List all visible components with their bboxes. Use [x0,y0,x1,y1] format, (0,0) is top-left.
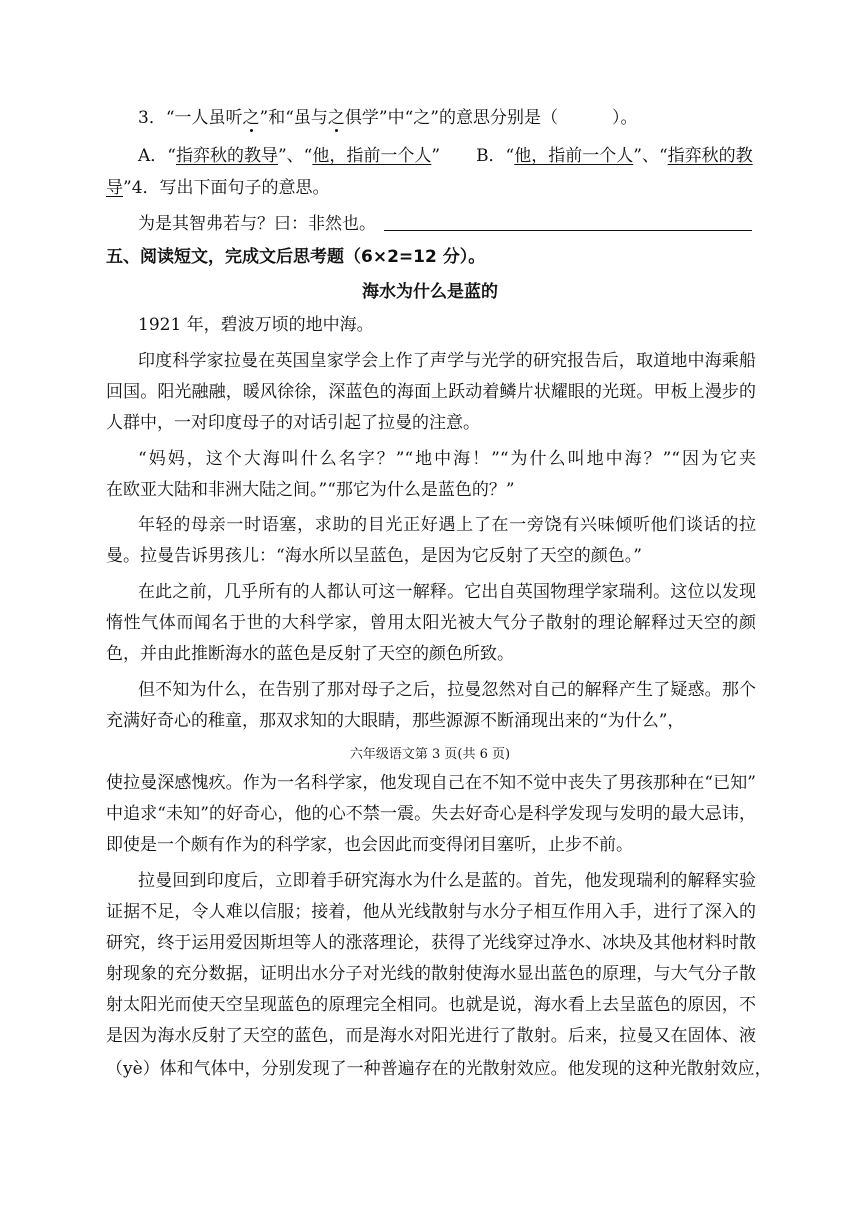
option-b-second: 指弈秋的教 [667,146,753,166]
q3-emphasized-char-2: 之 [327,108,345,128]
passage-line: 1921 年，碧波万顷的地中海。 [138,315,374,335]
question-3 [138,107,637,129]
passage-line: （yè）体和气体中，分别发现了一种普遍存在的光散射效应。他发现的这种光散射效应， [106,1059,772,1079]
q4-answer-line[interactable] [384,230,752,231]
passage-line: 回国。阳光融融，暖风徐徐，深蓝色的海面上跃动着鳞片状耀眼的光斑。甲板上漫步的 [106,382,756,402]
section-5-heading: 五、阅读短文，完成文后思考题（6×2=12 分）。 [106,247,486,267]
option-a-prefix: A．“ [138,146,176,166]
q3-options-continuation [106,177,330,199]
option-a[interactable] [138,146,440,166]
q3-part2: ”和“虽与 [259,108,328,128]
option-b-mid: ”、“ [633,146,668,166]
passage-line: 惰性气体而闻名于世的大科学家，曾用太阳光被大气分子散射的理论解释过天空的颜 [106,613,756,633]
option-a-suffix: ” [431,146,441,166]
option-b-second-continued: 导 [106,178,123,198]
q3-options-line [138,145,753,167]
option-b-suffix: ” [123,178,132,198]
passage-line: 但不知为什么，在告别了那对母子之后，拉曼忽然对自己的解释产生了疑惑。那个 [138,680,756,700]
passage-line: 印度科学家拉曼在英国皇家学会上作了声学与光学的研究报告后，取道地中海乘船 [138,351,756,371]
passage-line: 人群中，一对印度母子的对话引起了拉曼的注意。 [106,413,480,433]
passage-line: 中追求“未知”的好奇心，他的心不禁一震。失去好奇心是科学发现与发明的最大忌讳， [106,804,756,824]
option-b[interactable] [476,146,753,166]
passage-line: 射太阳光而使天空呈现蓝色的原理完全相同。也就是说，海水看上去呈蓝色的原因，不 [106,995,756,1015]
passage-line: “妈妈，这个大海叫什么名字？”“地中海！”“为什么叫地中海？”“因为它夹 [138,449,756,469]
passage-line: 曼。拉曼告诉男孩儿：“海水所以呈蓝色，是因为它反射了天空的颜色。” [106,546,642,566]
passage-line: 充满好奇心的稚童，那双求知的大眼睛，那些源源不断涌现出来的“为什么”， [106,711,685,731]
passage-line: 证据不足，令人难以信服；接着，他从光线散射与水分子相互作用入手，进行了深入的 [106,902,756,922]
q3-part4: ）。 [611,108,638,128]
passage-line: 射现象的充分数据，证明出水分子对光线的散射使海水显出蓝色的原理，与大气分子散 [106,964,756,984]
q3-part3: 俱学”中“之”的意思分别是（ [344,108,558,128]
passage-line: 使拉曼深感愧疚。作为一名科学家，他发现自己在不知不觉中丧失了男孩那种在“已知” [106,773,756,793]
passage-line: 研究，终于运用爱因斯坦等人的涨落理论，获得了光线穿过净水、冰块及其他材料时散 [106,933,756,953]
question-4: 4．写出下面句子的意思。 [131,178,330,198]
option-a-first: 指弈秋的教导 [175,146,278,166]
page-footer: 六年级语文第 3 页(共 6 页) [349,747,511,762]
passage-line: 在欧亚大陆和非洲大陆之间。”“那它为什么是蓝色的？” [106,480,515,500]
option-a-second: 他，指前一个人 [312,146,432,166]
passage-line: 在此之前，几乎所有的人都认可这一解释。它出自英国物理学家瑞利。这位以发现 [138,582,756,602]
option-a-mid: ”、“ [277,146,313,166]
q3-emphasized-char-1: 之 [242,108,260,128]
passage-title: 海水为什么是蓝的 [362,282,498,302]
passage-line: 色，并由此推断海水的蓝色是反射了天空的颜色所致。 [106,644,514,664]
option-b-prefix: B．“ [476,146,515,166]
passage-line: 年轻的母亲一时语塞，求助的目光正好遇上了在一旁饶有兴味倾听他们谈话的拉 [138,515,756,535]
q4-sentence: 为是其智弗若与？曰：非然也。 [138,214,376,234]
passage-line: 拉曼回到印度后，立即着手研究海水为什么是蓝的。首先，他发现瑞利的解释实验 [138,871,756,891]
passage-line: 是因为海水反射了天空的蓝色，而是海水对阳光进行了散射。后来，拉曼又在固体、液 [106,1026,756,1046]
passage-line: 即使是一个颇有作为的科学家，也会因此而变得闭目塞听，止步不前。 [106,835,633,855]
option-b-first: 他，指前一个人 [514,146,634,166]
q3-part1: 3．“一人虽听 [138,108,243,128]
